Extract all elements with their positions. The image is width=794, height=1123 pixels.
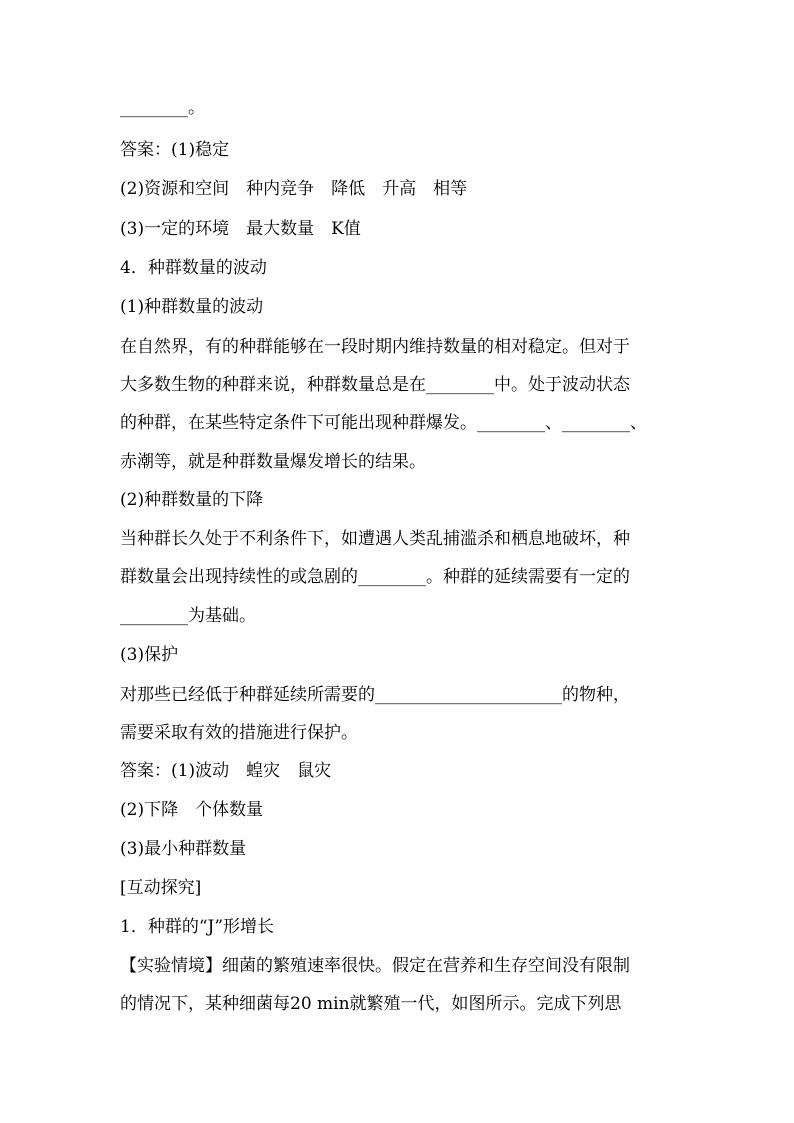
text-line-16: 对那些已经低于种群延续所需要的______________________的物种， bbox=[120, 685, 630, 705]
text-line-8: 大多数生物的种群来说，种群数量总是在________中。处于波动状态 bbox=[120, 375, 630, 395]
text-line-13: 群数量会出现持续性的或急剧的________。种群的延续需要有一定的 bbox=[120, 567, 630, 587]
text-line-9: 的种群，在某些特定条件下可能出现种群爆发。________、________、 bbox=[120, 413, 647, 433]
text-line-14: ________为基础。 bbox=[120, 606, 256, 626]
text-line-21: [互动探究] bbox=[120, 878, 202, 898]
text-line-4: (3)一定的环境 最大数量 K值 bbox=[120, 219, 361, 239]
text-line-11: (2)种群数量的下降 bbox=[120, 490, 264, 510]
text-line-1: ________。 bbox=[120, 98, 205, 118]
text-line-6: (1)种群数量的波动 bbox=[120, 297, 264, 317]
text-line-3: (2)资源和空间 种内竞争 降低 升高 相等 bbox=[120, 179, 468, 199]
text-line-5: 4．种群数量的波动 bbox=[120, 258, 267, 278]
text-line-22: 1．种群的“J”形增长 bbox=[120, 917, 275, 937]
text-line-2: 答案：(1)稳定 bbox=[120, 140, 230, 160]
text-line-18: 答案：(1)波动 蝗灾 鼠灾 bbox=[120, 761, 332, 781]
text-line-10: 赤潮等，就是种群数量爆发增长的结果。 bbox=[120, 452, 426, 472]
text-line-17: 需要采取有效的措施进行保护。 bbox=[120, 723, 358, 743]
text-line-12: 当种群长久处于不利条件下，如遭遇人类乱捕滥杀和栖息地破坏，种 bbox=[120, 529, 630, 549]
text-line-20: (3)最小种群数量 bbox=[120, 839, 247, 859]
text-line-15: (3)保护 bbox=[120, 645, 179, 665]
text-line-23: 【实验情境】细菌的繁殖速率很快。假定在营养和生存空间没有限制 bbox=[120, 956, 630, 976]
text-line-24: 的情况下，某种细菌每20 min就繁殖一代，如图所示。完成下列思 bbox=[120, 994, 622, 1014]
text-line-19: (2)下降 个体数量 bbox=[120, 800, 264, 820]
text-line-7: 在自然界，有的种群能够在一段时期内维持数量的相对稳定。但对于 bbox=[120, 337, 630, 357]
